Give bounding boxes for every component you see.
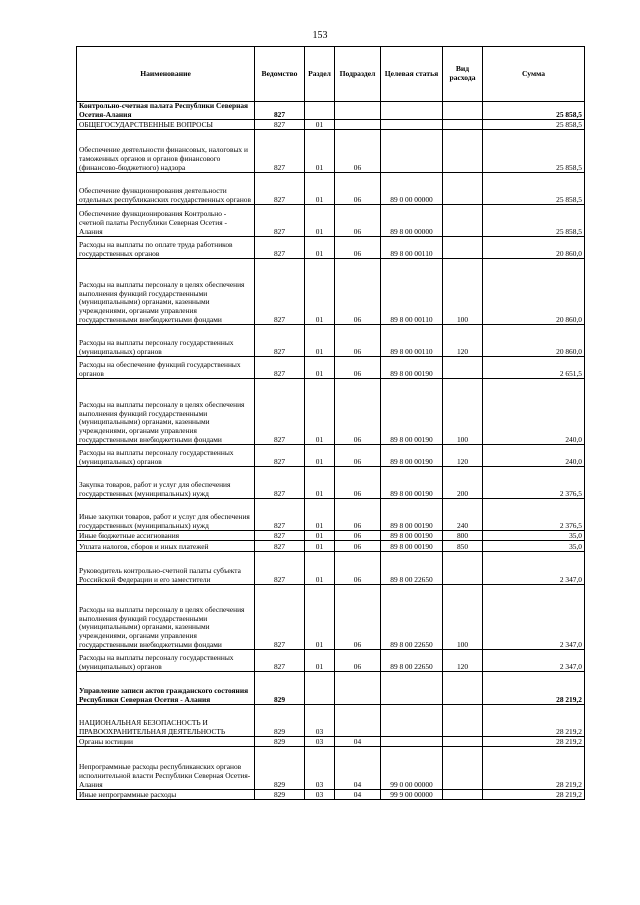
cell-dept: 827	[255, 173, 305, 205]
table-row	[77, 205, 585, 237]
table-row	[77, 259, 585, 325]
cell-name: Расходы на выплаты персоналу государственных (муниципальных) органов	[77, 445, 255, 467]
cell-sum: 240,0	[483, 379, 585, 445]
cell-name: Расходы на выплаты персоналу государственных (муниципальных) органов	[77, 650, 255, 672]
cell-subsection	[335, 672, 381, 705]
cell-type: 100	[443, 379, 483, 445]
cell-subsection: 06	[335, 467, 381, 499]
cell-target: 89 8 00 00190	[381, 445, 443, 467]
cell-target: 89 8 00 00110	[381, 259, 443, 325]
cell-subsection: 06	[335, 379, 381, 445]
table-row	[77, 541, 585, 552]
header-type: Вид расхода	[443, 47, 483, 102]
cell-section	[305, 102, 335, 120]
table-row	[77, 790, 585, 800]
cell-subsection: 06	[335, 325, 381, 357]
cell-dept: 827	[255, 445, 305, 467]
cell-name: Обеспечение функционирования деятельности отдельных республиканских государственных органов	[77, 173, 255, 205]
cell-section: 01	[305, 357, 335, 379]
cell-subsection: 06	[335, 130, 381, 173]
cell-section: 01	[305, 259, 335, 325]
header-dept: Ведомство	[255, 47, 305, 102]
cell-type	[443, 705, 483, 737]
cell-sum: 28 219,2	[483, 672, 585, 705]
cell-target	[381, 120, 443, 130]
cell-target: 99 9 00 00000	[381, 790, 443, 800]
cell-name: Руководитель контрольно-счетной палаты субъекта Российской Федерации и его заместители	[77, 552, 255, 585]
cell-type: 240	[443, 499, 483, 531]
cell-type	[443, 737, 483, 747]
cell-dept: 827	[255, 205, 305, 237]
cell-target: 89 8 00 22650	[381, 650, 443, 672]
cell-type	[443, 747, 483, 790]
cell-sum: 25 858,5	[483, 120, 585, 130]
cell-target: 89 8 00 00190	[381, 531, 443, 541]
page-number: 153	[312, 30, 328, 41]
cell-dept: 827	[255, 379, 305, 445]
table-row	[77, 102, 585, 120]
cell-name: Обеспечение деятельности финансовых, налоговых и таможенных органов и органов финансового (финансово-бюджетного) надзора	[77, 130, 255, 173]
cell-name: Расходы на выплаты персоналу государственных (муниципальных) органов	[77, 325, 255, 357]
cell-type	[443, 552, 483, 585]
cell-dept: 829	[255, 672, 305, 705]
cell-type: 120	[443, 325, 483, 357]
cell-section: 01	[305, 650, 335, 672]
cell-section: 03	[305, 705, 335, 737]
cell-section: 01	[305, 467, 335, 499]
cell-target: 89 8 00 22650	[381, 552, 443, 585]
cell-sum: 20 860,0	[483, 237, 585, 259]
cell-target	[381, 705, 443, 737]
cell-subsection: 04	[335, 737, 381, 747]
cell-subsection: 06	[335, 585, 381, 650]
cell-sum: 28 219,2	[483, 705, 585, 737]
cell-section: 01	[305, 130, 335, 173]
cell-type	[443, 205, 483, 237]
cell-section	[305, 672, 335, 705]
cell-subsection: 06	[335, 650, 381, 672]
table-row	[77, 325, 585, 357]
cell-dept: 827	[255, 259, 305, 325]
cell-subsection: 04	[335, 747, 381, 790]
cell-sum: 2 376,5	[483, 499, 585, 531]
cell-type	[443, 790, 483, 800]
cell-dept: 827	[255, 237, 305, 259]
table-row	[77, 130, 585, 173]
cell-sum: 2 376,5	[483, 467, 585, 499]
header-sum: Сумма	[483, 47, 585, 102]
cell-type: 200	[443, 467, 483, 499]
cell-section: 03	[305, 747, 335, 790]
cell-sum: 25 858,5	[483, 173, 585, 205]
cell-dept: 829	[255, 747, 305, 790]
cell-type	[443, 120, 483, 130]
table-row	[77, 552, 585, 585]
cell-name: Обеспечение функционирования Контрольно - счетной палаты Республики Северная Осетия - Алания	[77, 205, 255, 237]
cell-sum: 25 858,5	[483, 205, 585, 237]
cell-section: 01	[305, 237, 335, 259]
cell-target: 89 8 00 00110	[381, 237, 443, 259]
cell-type: 100	[443, 585, 483, 650]
table-row	[77, 747, 585, 790]
cell-name: Расходы на выплаты по оплате труда работников государственных органов	[77, 237, 255, 259]
cell-subsection: 06	[335, 259, 381, 325]
cell-sum: 25 858,5	[483, 102, 585, 120]
cell-target: 99 0 00 00000	[381, 747, 443, 790]
cell-section: 01	[305, 120, 335, 130]
cell-section: 01	[305, 541, 335, 552]
cell-section: 03	[305, 790, 335, 800]
cell-name: Непрограммные расходы республиканских органов исполнительной власти Республики Северная Осетия-Алания	[77, 747, 255, 790]
cell-subsection: 06	[335, 552, 381, 585]
cell-sum: 35,0	[483, 541, 585, 552]
cell-dept: 827	[255, 325, 305, 357]
cell-sum: 28 219,2	[483, 790, 585, 800]
cell-target: 89 8 00 00190	[381, 467, 443, 499]
cell-sum: 25 858,5	[483, 130, 585, 173]
cell-target: 89 8 00 00110	[381, 325, 443, 357]
cell-sum: 2 347,0	[483, 585, 585, 650]
cell-sum: 28 219,2	[483, 747, 585, 790]
cell-sum: 20 860,0	[483, 325, 585, 357]
table-row	[77, 379, 585, 445]
table-row	[77, 737, 585, 747]
table-row	[77, 531, 585, 541]
cell-dept: 829	[255, 737, 305, 747]
cell-section: 01	[305, 531, 335, 541]
cell-subsection: 04	[335, 790, 381, 800]
cell-target: 89 8 00 00190	[381, 379, 443, 445]
table-row	[77, 357, 585, 379]
cell-target	[381, 102, 443, 120]
cell-dept: 827	[255, 541, 305, 552]
cell-type	[443, 173, 483, 205]
table-row	[77, 467, 585, 499]
cell-target: 89 8 00 00190	[381, 541, 443, 552]
cell-dept: 827	[255, 499, 305, 531]
cell-dept: 827	[255, 130, 305, 173]
cell-dept: 829	[255, 705, 305, 737]
header-name: Наименование	[77, 47, 255, 102]
cell-sum: 2 347,0	[483, 650, 585, 672]
cell-section: 01	[305, 499, 335, 531]
table-row	[77, 672, 585, 705]
cell-type: 850	[443, 541, 483, 552]
table-row	[77, 445, 585, 467]
table-header-row	[77, 47, 585, 102]
cell-subsection: 06	[335, 205, 381, 237]
cell-dept: 827	[255, 585, 305, 650]
cell-section: 01	[305, 173, 335, 205]
cell-subsection: 06	[335, 541, 381, 552]
header-subsection: Подраздел	[335, 47, 381, 102]
cell-dept: 827	[255, 531, 305, 541]
cell-section: 01	[305, 325, 335, 357]
cell-name: Уплата налогов, сборов и иных платежей	[77, 541, 255, 552]
cell-subsection	[335, 120, 381, 130]
cell-name: Иные бюджетные ассигнования	[77, 531, 255, 541]
cell-dept: 827	[255, 467, 305, 499]
cell-sum: 2 347,0	[483, 552, 585, 585]
cell-sum: 28 219,2	[483, 737, 585, 747]
cell-name: ОБЩЕГОСУДАРСТВЕННЫЕ ВОПРОСЫ	[77, 120, 255, 130]
table-row	[77, 650, 585, 672]
cell-dept: 827	[255, 552, 305, 585]
cell-dept: 827	[255, 102, 305, 120]
cell-name: Расходы на выплаты персоналу в целях обеспечения выполнения функций государственными (муниципальными) органами, казенными учреждениями, органами управления государственными внебюджетными фондами	[77, 259, 255, 325]
cell-name: Расходы на обеспечение функций государственных органов	[77, 357, 255, 379]
cell-dept: 829	[255, 790, 305, 800]
cell-sum: 240,0	[483, 445, 585, 467]
table-row	[77, 237, 585, 259]
cell-type: 120	[443, 650, 483, 672]
cell-target: 89 8 00 00190	[381, 357, 443, 379]
table-row	[77, 173, 585, 205]
cell-subsection	[335, 102, 381, 120]
cell-subsection: 06	[335, 173, 381, 205]
cell-name: НАЦИОНАЛЬНАЯ БЕЗОПАСНОСТЬ И ПРАВООХРАНИТЕЛЬНАЯ ДЕЯТЕЛЬНОСТЬ	[77, 705, 255, 737]
cell-target	[381, 672, 443, 705]
cell-name: Иные непрограммные расходы	[77, 790, 255, 800]
cell-subsection: 06	[335, 445, 381, 467]
cell-type: 100	[443, 259, 483, 325]
cell-type: 800	[443, 531, 483, 541]
cell-section: 03	[305, 737, 335, 747]
cell-dept: 827	[255, 120, 305, 130]
cell-target: 89 0 00 00000	[381, 173, 443, 205]
cell-type	[443, 672, 483, 705]
cell-type: 120	[443, 445, 483, 467]
cell-target: 89 8 00 00000	[381, 205, 443, 237]
cell-subsection: 06	[335, 357, 381, 379]
table-row	[77, 585, 585, 650]
cell-name: Расходы на выплаты персоналу в целях обеспечения выполнения функций государственными (муниципальными) органами, казенными учреждениями, органами управления государственными внебюджетными фондами	[77, 379, 255, 445]
cell-name: Управление записи актов гражданского состояния Республики Северная Осетия - Алания	[77, 672, 255, 705]
cell-type	[443, 130, 483, 173]
header-section: Раздел	[305, 47, 335, 102]
cell-target: 89 8 00 00190	[381, 499, 443, 531]
table-row	[77, 120, 585, 130]
cell-section: 01	[305, 552, 335, 585]
cell-sum: 2 651,5	[483, 357, 585, 379]
cell-subsection: 06	[335, 499, 381, 531]
cell-subsection	[335, 705, 381, 737]
cell-type	[443, 102, 483, 120]
cell-section: 01	[305, 205, 335, 237]
cell-type	[443, 357, 483, 379]
cell-section: 01	[305, 585, 335, 650]
cell-sum: 20 860,0	[483, 259, 585, 325]
cell-subsection: 06	[335, 531, 381, 541]
cell-dept: 827	[255, 650, 305, 672]
cell-name: Закупка товаров, работ и услуг для обеспечения государственных (муниципальных) нужд	[77, 467, 255, 499]
table-row	[77, 705, 585, 737]
header-target: Целевая статья	[381, 47, 443, 102]
cell-name: Органы юстиции	[77, 737, 255, 747]
cell-section: 01	[305, 445, 335, 467]
cell-sum: 35,0	[483, 531, 585, 541]
cell-dept: 827	[255, 357, 305, 379]
budget-table	[76, 46, 585, 800]
cell-target	[381, 737, 443, 747]
cell-section: 01	[305, 379, 335, 445]
cell-name: Расходы на выплаты персоналу в целях обеспечения выполнения функций государственными (муниципальными) органами, казенными учреждениями, органами управления государственными внебюджетными фондами	[77, 585, 255, 650]
cell-type	[443, 237, 483, 259]
table-row	[77, 499, 585, 531]
cell-name: Контрольно-счетная палата Республики Северная Осетия-Алания	[77, 102, 255, 120]
cell-target	[381, 130, 443, 173]
cell-name: Иные закупки товаров, работ и услуг для обеспечения государственных (муниципальных) нужд	[77, 499, 255, 531]
cell-target: 89 8 00 22650	[381, 585, 443, 650]
cell-subsection: 06	[335, 237, 381, 259]
